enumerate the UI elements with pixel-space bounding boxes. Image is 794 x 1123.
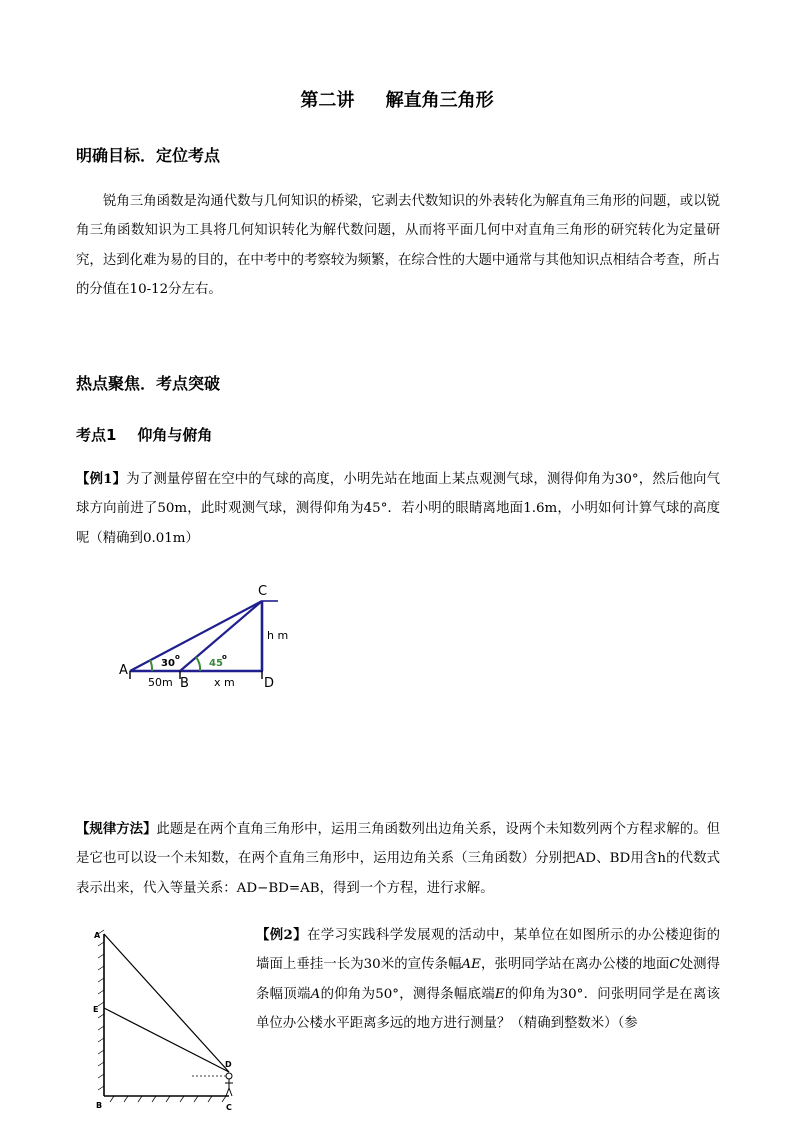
example-2-tag: 【例2】 [256,927,308,943]
hatch-mark [124,1096,128,1102]
label-c: C [226,1103,232,1112]
label-a: A [119,663,128,678]
hatch-mark [98,942,104,946]
hatch-mark [208,1096,212,1102]
example-2-text-c: 处测得条幅顶端 [256,957,721,1002]
label-degree-45: o [222,653,227,661]
label-d: D [264,676,275,690]
hatch-mark [152,1096,156,1102]
label-a: A [94,931,101,940]
method-text: 此题是在两个直角三角形中，运用三角函数列出边角关系，设两个未知数列两个方程求解的。但是它也可以设一个未知数，在两个直角三角形中，运用边角关系（三角函数）分别把AD、BD用含h的代数式表示出来，代入等量关系：AD−BD=AB，得到一个方程，进行求解。 [76,822,721,896]
observer-figure [225,1073,233,1096]
method-tag: 【规律方法】 [76,821,157,837]
example-2-c: C [669,957,680,973]
section-heading-hotspots: 热点聚焦．考点突破 [76,374,221,393]
label-angle-45: 45 [209,658,223,669]
sight-line-bottom [104,1008,229,1072]
example-1-text: 为了测量停留在空中的气球的高度，小明先站在地面上某点观测气球，测得仰角为30°，然后他向气球方向前进了50m，此时观测气球，测得仰角为45°．若小明的眼睛离地面1.6m，小明如何计算气球的高度呢（精确到0.01m） [76,472,720,546]
hatch-mark [166,1096,170,1102]
example-2-text-d: 的仰角为50°，测得条幅底端 [320,986,495,1002]
hatch-mark [98,966,104,970]
label-degree-30: o [175,653,180,661]
example-2-a: A [310,986,321,1002]
hatch-mark [98,1050,104,1054]
label-bd-length: x m [214,676,235,689]
hatch-mark [138,1096,142,1102]
hatch-mark [98,1038,104,1042]
topic-heading: 考点1 仰角与俯角 [76,426,213,444]
example-2-ae: AE [461,957,481,973]
example-2-text-a: 在学习实践科学发展观的活动中，某单位在如图所示的办公楼迎街的墙面上垂挂一长为30米的宣传条幅 [256,928,720,973]
example-2-text-e: 的仰角为30°．问张明同学是在离该单位办公楼水平距离多远的地方进行测量？（精确到整数米）（参 [256,986,721,1031]
hatch-mark [98,1062,104,1066]
example-2-e: E [494,986,505,1002]
hatch-mark [98,1026,104,1030]
label-b: B [96,1101,103,1110]
balloon-elevation-diagram [110,580,300,690]
hatch-mark [98,1002,104,1006]
example-1-tag: 【例1】 [76,471,127,487]
hatch-mark [98,990,104,994]
label-angle-30: 30 [161,658,175,669]
intro-paragraph: 锐角三角函数是沟通代数与几何知识的桥梁，它剥去代数知识的外表转化为解直角三角形的问题，或以锐角三角函数知识为工具将几何知识转化为解代数问题，从而将平面几何中对直角三角形的研究转化为定量研究，达到化难为易的目的，在中考中的考察较为频繁，在综合性的大题中通常与其他知识点相结合考查，所占的分值在10-12分左右。 [76,194,720,297]
angle-arc-45 [196,657,200,671]
label-c: C [258,584,268,599]
sight-line-top [104,934,229,1072]
hatch-mark [98,954,104,958]
hatch-mark [98,1014,104,1018]
page-title: 第二讲 解直角三角形 [300,90,494,111]
method-paragraph [76,815,720,903]
hatch-mark [194,1096,198,1102]
label-e: E [93,1005,99,1014]
hatch-mark [98,1086,104,1090]
hatch-mark [110,1096,114,1102]
label-d: D [225,1060,232,1069]
label-cd-height: h m [267,629,289,642]
hatch-mark [98,978,104,982]
hatch-mark [98,1074,104,1078]
section-heading-goals: 明确目标．定位考点 [76,146,221,165]
hatch-mark [180,1096,184,1102]
label-b: B [180,676,189,690]
example-2-text-b: ，张明同学站在离办公楼的地面 [480,957,670,973]
office-building-diagram [88,924,248,1120]
angle-arc-30 [150,660,152,671]
hatch-mark [222,1096,226,1102]
example-1-paragraph [76,465,720,553]
example-2-paragraph [256,921,720,1038]
label-ab-length: 50m [148,676,173,689]
